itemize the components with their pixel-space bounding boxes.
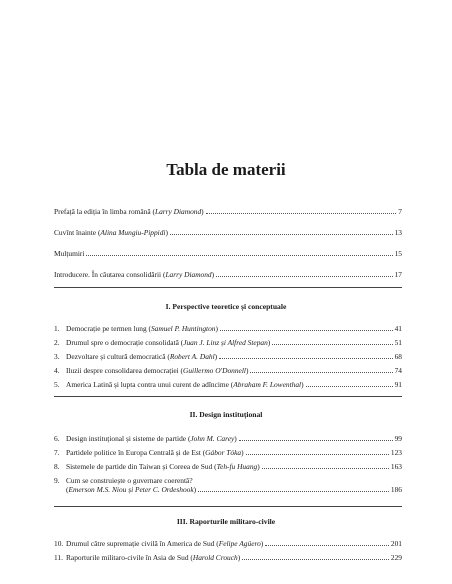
toc-entry-text: Prefață la ediția în limba română (Larry Diamond) (54, 207, 204, 216)
leader-dots (220, 324, 393, 331)
toc-entry-number: 2. (54, 338, 60, 347)
toc-page-number: 201 (390, 539, 402, 548)
leader-dots (86, 249, 392, 256)
leader-dots (246, 448, 389, 455)
leader-dots (250, 366, 392, 373)
toc-entry-text: Drumul spre o democrație consolidată (Juan J. Linz și Alfred Stepan) (66, 338, 271, 347)
leader-dots (219, 352, 392, 359)
leader-dots (198, 485, 389, 492)
section-divider (54, 506, 402, 507)
toc-entry-acknowledgements[interactable] (54, 249, 402, 258)
toc-entry-number: 6. (54, 434, 60, 443)
toc-entry-number: 8. (54, 462, 60, 471)
toc-entry-preface[interactable] (54, 207, 402, 216)
section-heading-2: II. Design instituțional (189, 410, 263, 419)
toc-entry-text: Design instituțional și sisteme de partide (John M. Carey) (66, 434, 237, 443)
toc-entry-foreword[interactable] (54, 228, 402, 237)
toc-page-number: 91 (394, 380, 402, 389)
toc-page-number: 17 (394, 270, 402, 279)
toc-entry-number: 1. (54, 324, 60, 333)
toc-entry-3[interactable] (54, 352, 402, 361)
toc-page-number: 163 (390, 462, 402, 471)
leader-dots (306, 380, 393, 387)
toc-entry-number: 4. (54, 366, 60, 375)
toc-entry-text: Mulțumiri (54, 249, 85, 258)
leader-dots (170, 228, 393, 235)
toc-entry-1[interactable] (54, 324, 402, 333)
toc-entry-text: Cum se construiește o guvernare coerentă? (66, 476, 193, 485)
toc-page-number: 229 (390, 553, 402, 562)
toc-entry-8[interactable] (54, 462, 402, 471)
toc-entry-number: 3. (54, 352, 60, 361)
leader-dots (239, 434, 393, 441)
toc-page-number: 123 (390, 448, 402, 457)
section-heading-1: I. Perspective teoretice și conceptuale (165, 302, 287, 311)
toc-entry-text: Raporturile militaro-civile în Asia de Sud (Harold Crouch) (66, 553, 241, 562)
toc-page-number: 68 (394, 352, 402, 361)
leader-dots (262, 462, 389, 469)
toc-entry-text: America Latină și lupta contra unui curent de adîncime (Abraham F. Lowenthal) (66, 380, 304, 389)
page-title: Tabla de materii (166, 160, 286, 179)
toc-page-number: 13 (394, 228, 402, 237)
toc-entry-5[interactable] (54, 380, 402, 389)
toc-entry-4[interactable] (54, 366, 402, 375)
section-divider (54, 396, 402, 397)
toc-entry-number: 9. (54, 476, 60, 485)
toc-entry-6[interactable] (54, 434, 402, 443)
toc-page-number: 99 (394, 434, 402, 443)
leader-dots (265, 539, 389, 546)
toc-page-number: 41 (394, 324, 402, 333)
section-divider (54, 287, 402, 288)
toc-entry-10[interactable] (54, 539, 402, 548)
toc-entry-author: (Emerson M.S. Niou și Peter C. Ordeshook) (66, 485, 197, 494)
toc-entry-number: 7. (54, 448, 60, 457)
toc-entry-text: Iluzii despre consolidarea democrației (Guillermo O'Donnell) (66, 366, 249, 375)
toc-entry-11[interactable] (54, 553, 402, 562)
toc-entry-2[interactable] (54, 338, 402, 347)
toc-entry-text: Cuvînt înainte (Alina Mungiu-Pippidi) (54, 228, 168, 237)
toc-entry-text: Sistemele de partide din Taiwan și Coreea de Sud (Teh-fu Huang) (66, 462, 260, 471)
toc-entry-text: Drumul către supremație civilă în America de Sud (Felipe Agüero) (66, 539, 264, 548)
toc-entry-text: Partidele politice în Europa Centrală și de Est (Gábor Tóka) (66, 448, 244, 457)
toc-entry-number: 10. (54, 539, 64, 548)
toc-page-number: 74 (394, 366, 402, 375)
leader-dots (206, 207, 397, 214)
toc-entry-number: 11. (54, 553, 63, 562)
toc-entry-introduction[interactable] (54, 270, 402, 279)
leader-dots (272, 338, 392, 345)
toc-entry-text: Introducere. În căutarea consolidării (Larry Diamond) (54, 270, 215, 279)
leader-dots (216, 270, 393, 277)
toc-page-number: 186 (390, 485, 402, 494)
leader-dots (242, 553, 389, 560)
toc-entry-text: Democrație pe termen lung (Samuel P. Huntington) (66, 324, 218, 333)
toc-page-number: 7 (398, 207, 402, 216)
toc-entry-number: 5. (54, 380, 60, 389)
toc-page-number: 51 (394, 338, 402, 347)
toc-page-number: 15 (394, 249, 402, 258)
toc-entry-text: Dezvoltare și cultură democratică (Robert A. Dahl) (66, 352, 218, 361)
section-heading-3: III. Raporturile militaro-civile (176, 517, 276, 526)
toc-entry-9[interactable] (54, 476, 402, 494)
toc-entry-7[interactable] (54, 448, 402, 457)
